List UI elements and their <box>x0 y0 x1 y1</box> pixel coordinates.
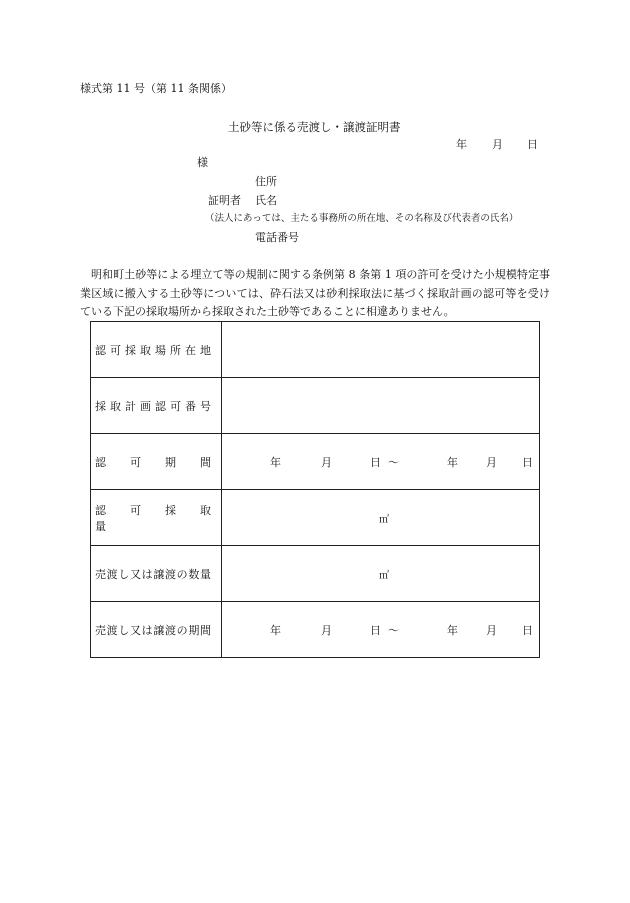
addressee-suffix: 様 <box>197 156 208 169</box>
label-cell <box>91 490 233 546</box>
period-end-month: 月 <box>486 455 497 469</box>
approval-period-value-cell <box>222 434 540 490</box>
transfer-quantity-value-cell <box>222 546 540 602</box>
certifier-role-label: 証明者 <box>208 194 241 207</box>
table-row <box>91 322 540 378</box>
approval-number-value-cell <box>222 378 540 434</box>
transfer-end-day: 日 <box>522 623 533 637</box>
transfer-start-month: 月 <box>321 623 332 637</box>
transfer-end-year: 年 <box>447 623 458 637</box>
certification-statement: 明和町土砂等による埋立て等の規制に関する条例第 8 条第 1 項の許可を受けた小規模特定事業区域に搬入する土砂等については、砕石法又は砂利採取法に基づく採取計画の認可等を受けている下記の採取場所から採取された土砂等であることに相違ありません。 <box>80 268 550 318</box>
volume-unit: ㎥ <box>379 514 389 525</box>
row-label: 採取計画認可番号 <box>95 399 211 413</box>
date-year: 年 <box>456 138 467 151</box>
approved-volume-value-cell <box>222 490 540 546</box>
table-row <box>91 602 540 658</box>
date-day: 日 <box>527 138 538 151</box>
transfer-start-day: 日 <box>370 623 381 637</box>
period-end-day: 日 <box>522 455 533 469</box>
transfer-start-year: 年 <box>270 623 281 637</box>
label-cell <box>91 434 222 490</box>
name-label: 氏名 <box>255 194 277 207</box>
form-number: 様式第 11 号（第 11 条関係） <box>80 82 232 95</box>
corporation-note: （法人にあっては、主たる事務所の所在地、その名称及び代表者の氏名） <box>205 213 519 224</box>
label-cell <box>91 602 222 658</box>
period-start-year: 年 <box>270 455 281 469</box>
table-row <box>91 546 540 602</box>
row-label: 認 可 採 取 量 <box>95 503 233 533</box>
period-start-month: 月 <box>321 455 332 469</box>
period-end-year: 年 <box>447 455 458 469</box>
label-cell <box>91 322 222 378</box>
row-label: 認 可 期 間 <box>95 455 211 469</box>
table-row <box>91 434 540 490</box>
row-label: 認可採取場所在地 <box>95 343 211 357</box>
label-cell <box>91 546 222 602</box>
row-label: 売渡し又は譲渡の期間 <box>95 623 211 637</box>
document-title: 土砂等に係る売渡し・譲渡証明書 <box>228 120 401 134</box>
row-label: 売渡し又は譲渡の数量 <box>95 567 211 581</box>
table-row <box>91 490 540 546</box>
phone-label: 電話番号 <box>255 231 299 244</box>
address-label: 住所 <box>255 175 277 188</box>
period-tilde: ～ <box>388 455 399 469</box>
transfer-period-value-cell <box>222 602 540 658</box>
transfer-tilde: ～ <box>388 623 399 637</box>
certificate-table <box>90 321 540 658</box>
transfer-end-month: 月 <box>486 623 497 637</box>
date-month: 月 <box>492 138 503 151</box>
table-row <box>91 378 540 434</box>
period-start-day: 日 <box>370 455 381 469</box>
location-value-cell <box>222 322 540 378</box>
quantity-unit: ㎥ <box>379 570 389 581</box>
label-cell <box>91 378 222 434</box>
